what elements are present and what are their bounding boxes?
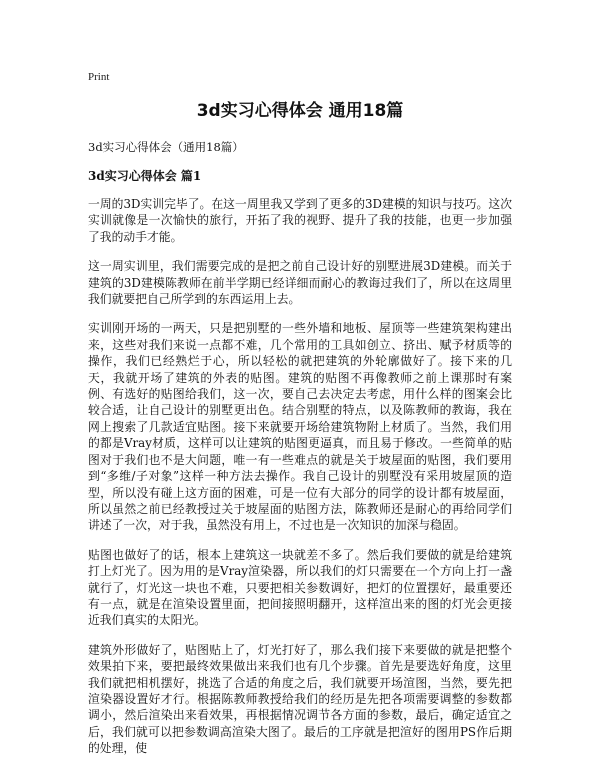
paragraph-3: 实训刚开场的一两天，只是把别墅的一些外墙和地板、屋顶等一些建筑架构建出来，这些对我们来说一点都不难，几个常用的工具如创立、挤出、赋予材质等的操作，我们已经熟烂于心，所以轻松的就把建筑的外轮廓做好了。接下来的几天，我就开场了建筑的外表的贴图。建筑的贴图不再像教师之前上课那时有案例、有选好的贴图给我们，这一次，要自己去决定去考虑，用什么样的图案会比较合适，让自己设计的别墅更出色。结合别墅的特点，以及陈教师的教诲，我在网上搜索了几款适宜贴图。接下来就要开场给建筑物附上材质了。当然，我们用的都是Vray材质，这样可以让建筑的贴图更逼真，而且易于修改。一些简单的贴图对于我们也不是大问题，唯一有一些难点的就是关于坡屋面的贴图，我们要用到“多维/子对象”这样一种方法去操作。我自己设计的别墅没有采用坡屋顶的造型，所以没有碰上这方面的困难，可是一位有大部分的同学的设计都有坡屋面，所以虽然之前已经教授过关于坡屋面的贴图方法，陈教师还是耐心的再给同学们讲述了一次，对于我，虽然没有用上，不过也是一次知识的加深与稳固。 [88, 321, 512, 533]
paragraph-4: 贴图也做好了的话，根本上建筑这一块就差不多了。然后我们要做的就是给建筑打上灯光了。因为用的是Vray渲染器，所以我们的灯只需要在一个方向上打一盏就行了，灯光这一块也不难，只要把相关参数调好，把灯的位置摆好，最重要还有一点，就是在渲染设置里面，把间接照明翻开，这样渲出来的图的灯光会更接近我们真实的太阳光。 [88, 547, 512, 628]
paragraph-1: 一周的3D实训完毕了。在这一周里我又学到了更多的3D建模的知识与技巧。这次实训就像是一次愉快的旅行，开拓了我的视野、提升了我的技能，也更一步加强了我的动手才能。 [88, 197, 512, 244]
document-title: 3d实习心得体会 通用18篇 [196, 101, 404, 121]
document-subtitle: 3d实习心得体会（通用18篇） [88, 140, 244, 154]
section-heading: 3d实习心得体会 篇1 [88, 169, 202, 183]
paragraph-5: 建筑外形做好了，贴图贴上了，灯光打好了，那么我们接下来要做的就是把整个效果拍下来，要把最终效果做出来我们也有几个步骤。首先是要选好角度，这里我们就把相机摆好，挑选了合适的角度之后，我们就要开场渲图，当然，要先把渲染器设置好才行。根据陈教师教授给我们的经历是先把各项需要调整的参数都调小，然后渲染出来看效果，再根据情况调节各方面的参数，最后，确定适宜之后，我们就可以把参数调高渲染大图了。最后的工序就是把渲好的图用PS作后期的处理，使 [88, 642, 512, 756]
print-label[interactable]: Print [88, 71, 110, 83]
paragraph-2: 这一周实训里，我们需要完成的是把之前自己设计好的别墅进展3D建模。而关于建筑的3D建模陈教师在前半学期已经详细而耐心的教诲过我们了，所以在这周里我们就要把自己所学到的东西运用上去。 [88, 259, 512, 307]
